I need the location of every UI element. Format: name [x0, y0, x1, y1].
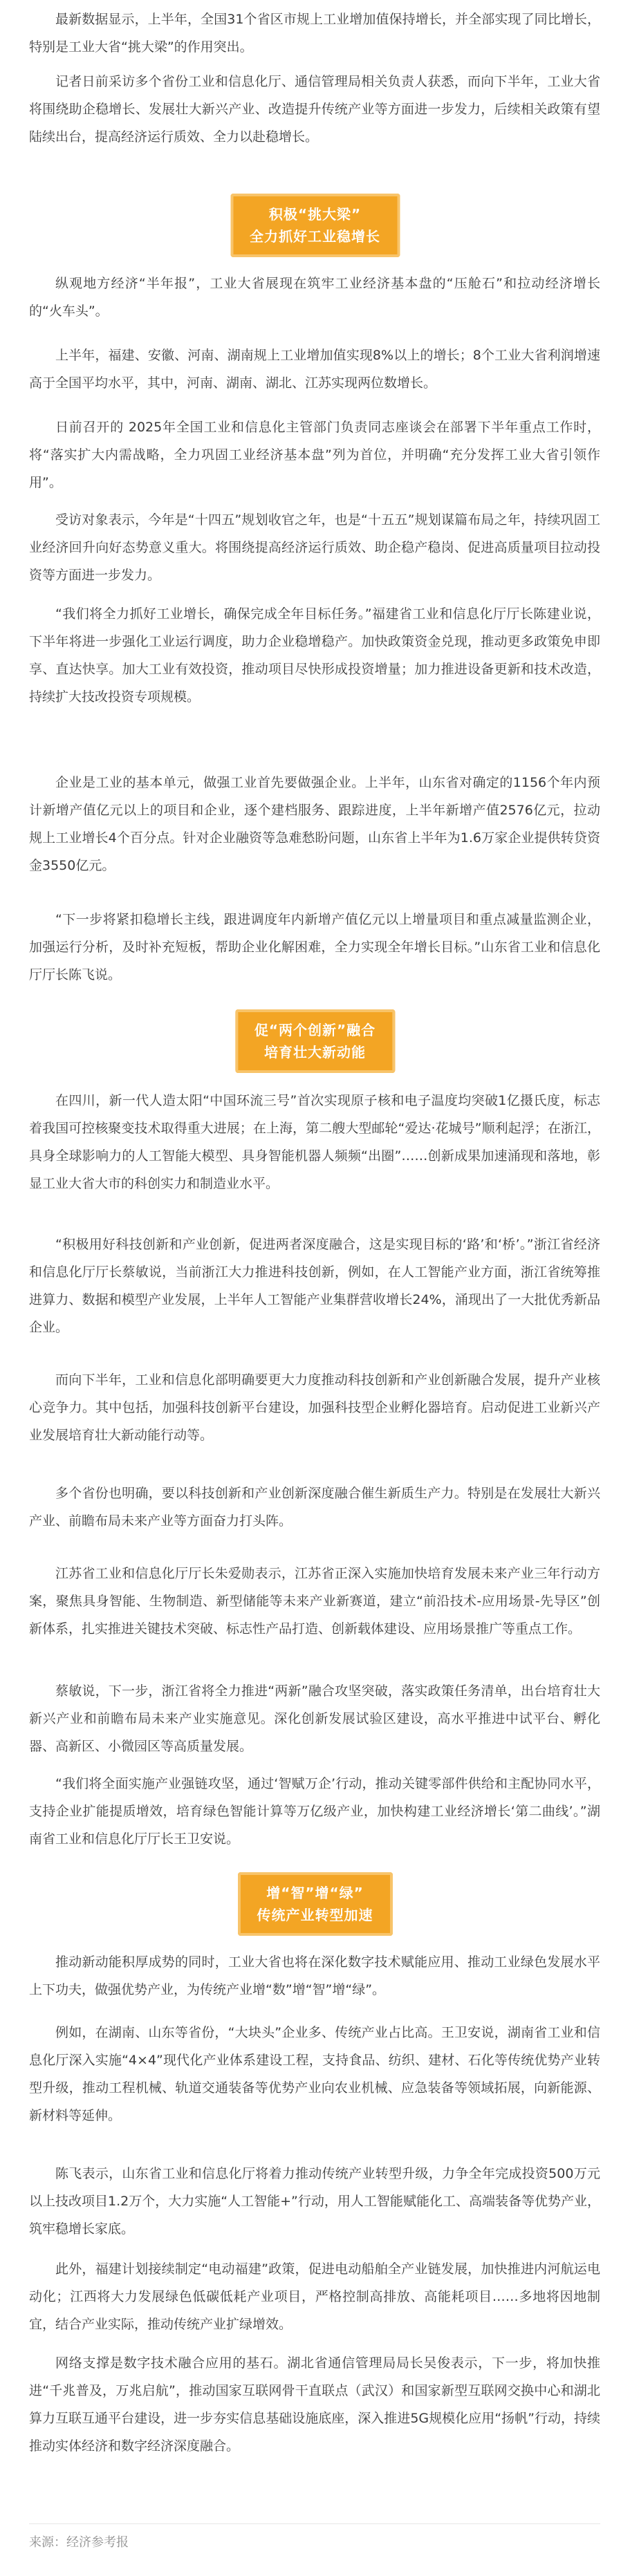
- section-header-subtitle: 传统产业转型加速: [257, 1907, 373, 1923]
- paragraph: 推动新动能积厚成势的同时，工业大省也将在深化数字技术赋能应用、推动工业绿色发展水平上下功夫，做强优势产业，为传统产业增“数”增“智”增“绿”。: [29, 1954, 600, 1997]
- paragraph: 受访对象表示，今年是“十四五”规划收官之年，也是“十五五”规划谋篇布局之年，持续巩固工业经济回升向好态势意义重大。将围绕提高经济运行质效、助企稳产稳岗、促进高质量项目拉动投资等方面进一步发力。: [29, 512, 600, 583]
- paragraph: 上半年，福建、安徽、河南、湖南规上工业增加值实现8%以上的增长；8个工业大省利润增速高于全国平均水平，其中，河南、湖南、湖北、江苏实现两位数增长。: [29, 348, 600, 391]
- section-header-subtitle: 培育壮大新动能: [263, 1044, 366, 1061]
- paragraph: “下一步将紧扣稳增长主线，跟进调度年内新增产值亿元以上增量项目和重点减量监测企业，加强运行分析，及时补充短板，帮助企业化解困难，全力实现全年增长目标。”山东省工业和信息化厅厅长陈飞说。: [29, 912, 600, 982]
- paragraph: 在四川，新一代人造太阳“中国环流三号”首次实现原子核和电子温度均突破1亿摄氏度，标志着我国可控核聚变技术取得重大进展；在上海，第二艘大型邮轮“爱达·花城号”顺利起浮；在浙江，具身全球影响力的人工智能大模型、具身智能机器人频频“出圈”……创新成果加速涌现和落地，彰显工业大省大市的科创实力和制造业水平。: [29, 1093, 600, 1191]
- paragraph: 江苏省工业和信息化厅厅长朱爱勋表示，江苏省正深入实施加快培育发展未来产业三年行动方案，聚焦具身智能、生物制造、新型储能等未来产业新赛道，建立“前沿技术-应用场景-先导区”创新体系，扎实推进关键技术突破、标志性产品打造、创新载体建设、应用场景推广等重点工作。: [29, 1566, 600, 1636]
- section-header-subtitle: 全力抓好工业稳增长: [250, 228, 380, 245]
- paragraph: 此外，福建计划接续制定“电动福建”政策，促进电动船舶全产业链发展，加快推进内河航运电动化；江西将大力发展绿色低碳低耗产业项目，严格控制高排放、高能耗项目……多地将因地制宜，结合产业实际，推动传统产业扩绿增效。: [29, 2261, 600, 2332]
- paragraph: “我们将全面实施产业强链攻坚，通过‘智赋万企’行动，推动关键零部件供给和主配协同水平，支持企业扩能提质增效，培育绿色智能计算等万亿级产业，加快构建工业经济增长‘第二曲线’。”湖南省工业和信息化厅厅长王卫安说。: [29, 1776, 600, 1847]
- paragraph: 记者日前采访多个省份工业和信息化厅、通信管理局相关负责人获悉，而向下半年，工业大省将围绕助企稳增长、发展壮大新兴产业、改造提升传统产业等方面进一步发力，后续相关政策有望陆续出台，提高经济运行质效、全力以赴稳增长。: [29, 74, 600, 144]
- paragraph: “我们将全力抓好工业增长，确保完成全年目标任务。”福建省工业和信息化厅厅长陈建业说，下半年将进一步强化工业运行调度，助力企业稳增稳产。加快政策资金兑现，推动更多政策免申即享、直达快享。加大工业有效投资，推动项目尽快形成投资增量；加力推进设备更新和技术改造，持续扩大技改投资专项规模。: [29, 606, 600, 704]
- paragraph: 多个省份也明确，要以科技创新和产业创新深度融合催生新质生产力。特别是在发展壮大新兴产业、前瞻布局未来产业等方面奋力打头阵。: [29, 1486, 600, 1529]
- paragraph: 企业是工业的基本单元，做强工业首先要做强企业。上半年，山东省对确定的1156个年内预计新增产值亿元以上的项目和企业，逐个建档服务、跟踪进度，上半年新增产值2576亿元，拉动规上工业增长4个百分点。针对企业融资等急难愁盼问题，山东省上半年为1.6万家企业提供转贷资金3550亿元。: [29, 775, 600, 873]
- section-header-1: [230, 194, 400, 257]
- paragraph: 而向下半年，工业和信息化部明确要更大力度推动科技创新和产业创新融合发展，提升产业核心竞争力。其中包括，加强科技创新平台建设，加强科技型企业孵化器培育。启动促进工业新兴产业发展培育壮大新动能行动等。: [29, 1372, 600, 1443]
- source-credit: 来源：经济参考报: [29, 2523, 600, 2555]
- section-header-title: 增“智”增“绿”: [266, 1885, 364, 1901]
- paragraph: 陈飞表示，山东省工业和信息化厅将着力推动传统产业转型升级，力争全年完成投资500万元以上技改项目1.2万个，大力实施“人工智能+”行动，用人工智能赋能化工、高端装备等优势产业，筑牢稳增长家底。: [29, 2166, 600, 2237]
- paragraph: “积极用好科技创新和产业创新，促进两者深度融合，这是实现目标的‘路’和‘桥’。”浙江省经济和信息化厅厅长蔡敏说，当前浙江大力推进科技创新，例如，在人工智能产业方面，浙江省统筹推进算力、数据和模型产业发展，上半年人工智能产业集群营收增长24%，涌现出了一大批优秀新品企业。: [29, 1237, 600, 1335]
- paragraph: 蔡敏说，下一步，浙江省将全力推进“两新”融合攻坚突破，落实政策任务清单，出台培育壮大新兴产业和前瞻布局未来产业实施意见。深化创新发展试验区建设，高水平推进中试平台、孵化器、高新区、小微园区等高质量发展。: [29, 1683, 600, 1754]
- paragraph-intro: 最新数据显示，上半年，全国31个省区市规上工业增加值保持增长，并全部实现了同比增长，特别是工业大省“挑大梁”的作用突出。: [29, 12, 600, 55]
- section-header-2: [235, 1009, 395, 1073]
- section-header-title: 积极“挑大梁”: [268, 206, 362, 223]
- paragraph: 纵观地方经济“半年报”，工业大省展现在筑牢工业经济基本盘的“压舱石”和拉动经济增长的“火车头”。: [29, 276, 600, 319]
- section-header-title: 促“两个创新”融合: [254, 1022, 376, 1038]
- paragraph: 例如，在湖南、山东等省份，“大块头”企业多、传统产业占比高。王卫安说，湖南省工业和信息化厅深入实施“4×4”现代化产业体系建设工程，支持食品、纺织、建材、石化等传统优势产业转型升级，推动工程机械、轨道交通装备等优势产业向农业机械、应急装备等领域拓展，向新能源、新材料等延伸。: [29, 2025, 600, 2123]
- paragraph: 网络支撑是数字技术融合应用的基石。湖北省通信管理局局长吴俊表示，下一步，将加快推进“千兆普及，万兆启航”，推动国家互联网骨干直联点（武汉）和国家新型互联网交换中心和湖北算力互联互通平台建设，进一步夯实信息基础设施底座，深入推进5G规模化应用“扬帆”行动，持续推动实体经济和数字经济深度融合。: [29, 2355, 600, 2454]
- paragraph-with-link: 日前召开的 2025年全国工业和信息化主管部门负责同志座谈会在部署下半年重点工作时，将“落实扩大内需战略，全力巩固工业经济基本盘”列为首位，并明确“充分发挥工业大省引领作用”。: [29, 420, 600, 490]
- section-header-3: [238, 1872, 393, 1936]
